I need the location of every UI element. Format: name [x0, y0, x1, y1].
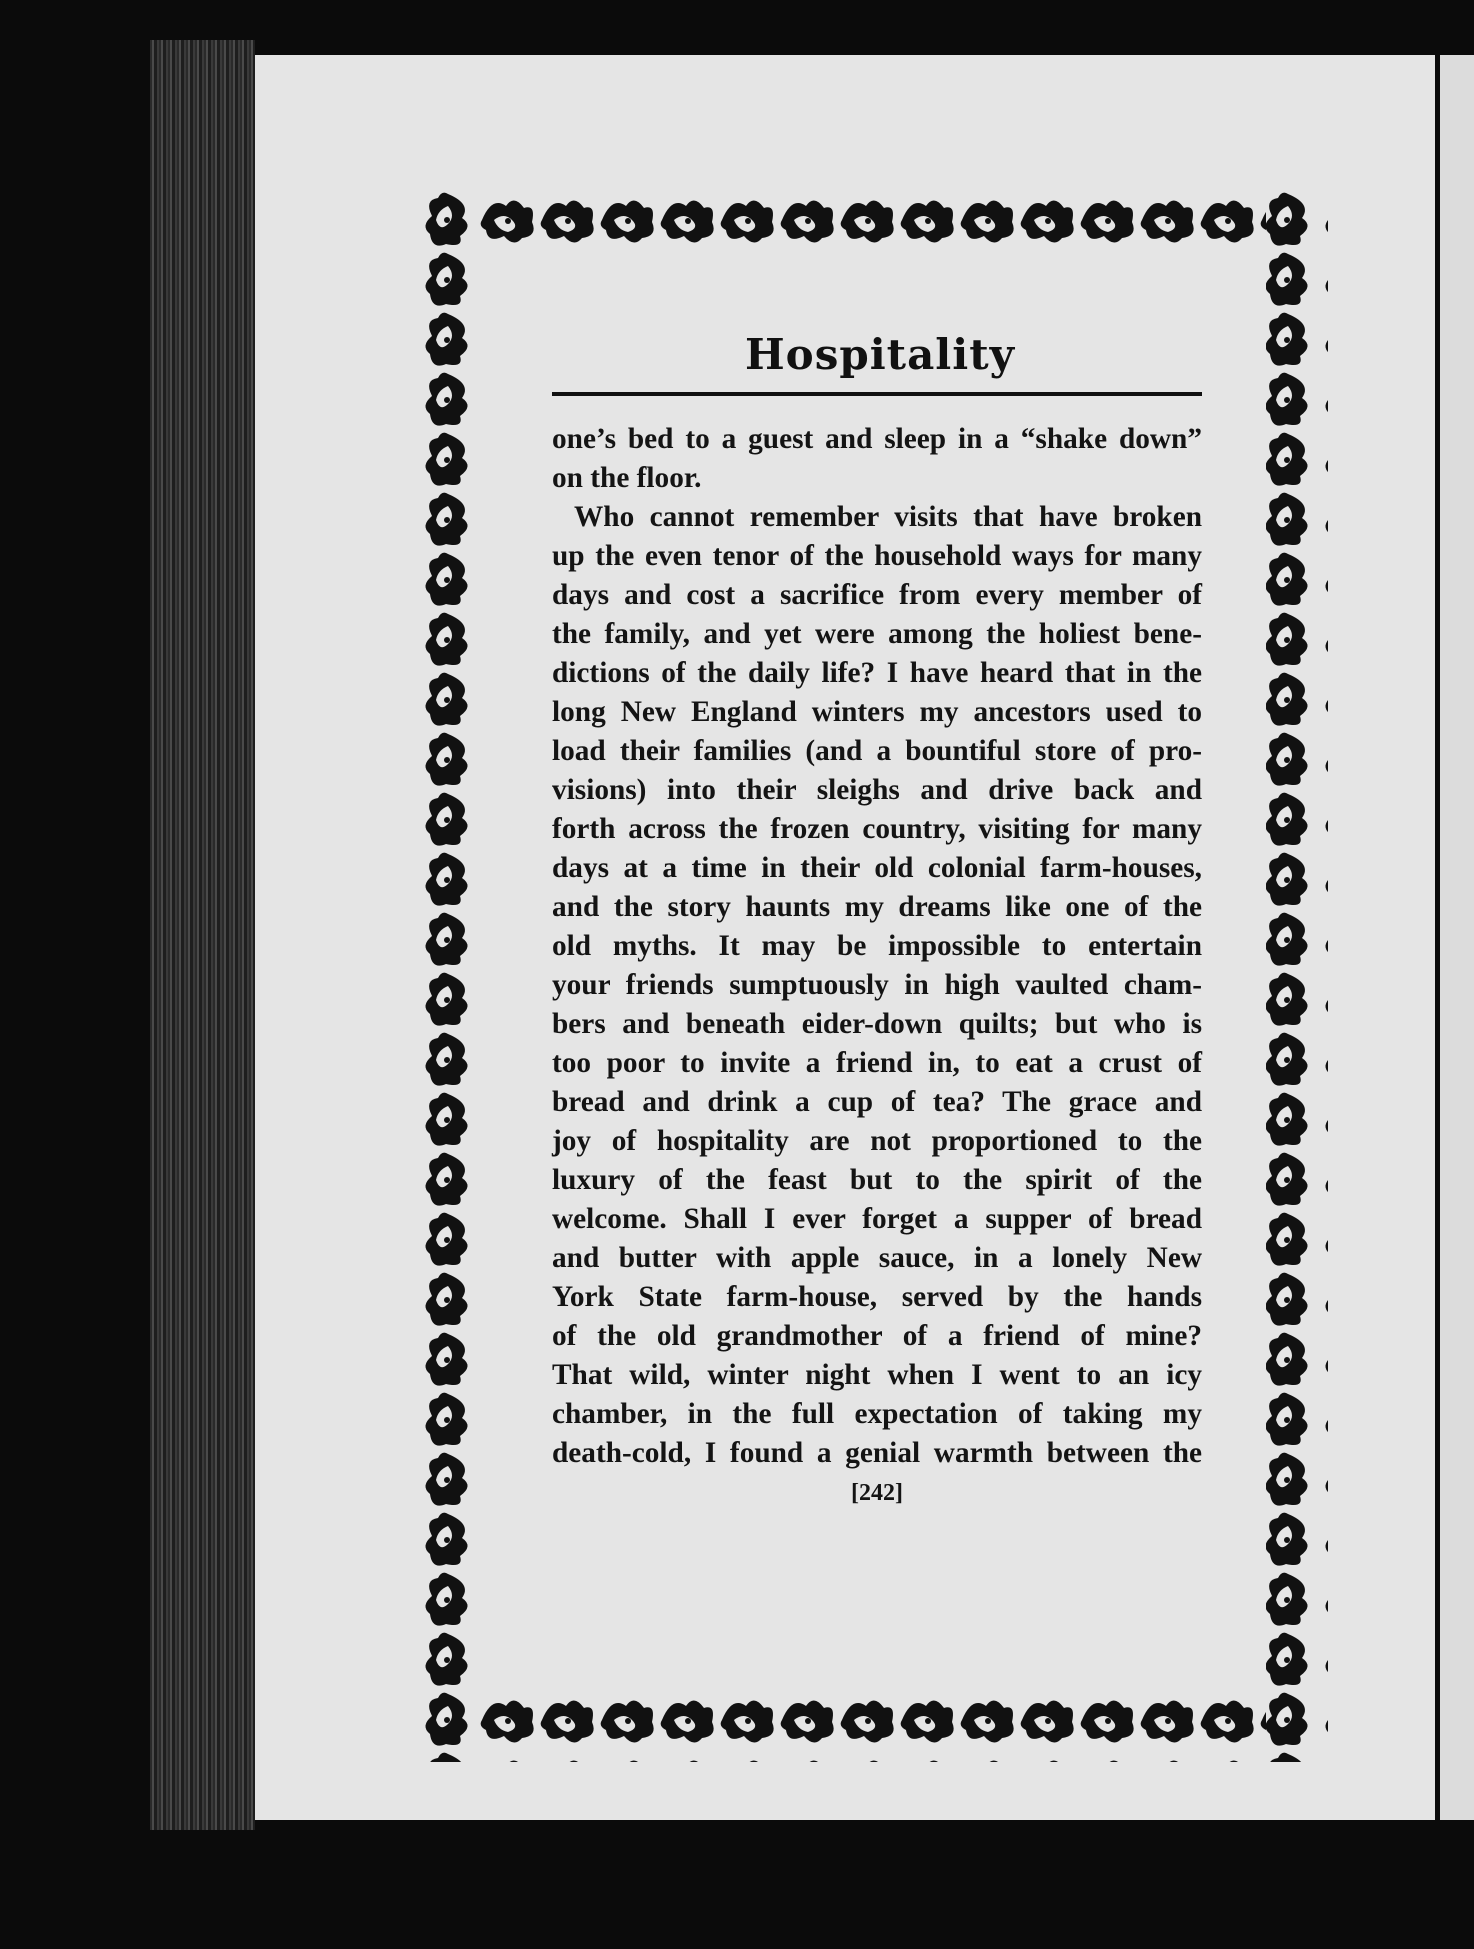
text-line: That wild, winter night when I went to an icy — [552, 1359, 1202, 1391]
text-line: the family, and yet were among the holiest bene- — [552, 618, 1202, 650]
body-text — [552, 420, 1202, 1473]
text-line: joy of hospitality are not proportioned to the — [552, 1125, 1202, 1157]
book-edge — [150, 40, 255, 1830]
text-line: York State farm-house, served by the hands — [552, 1281, 1202, 1313]
text-line: your friends sumptuously in high vaulted cham- — [552, 969, 1202, 1001]
text-line: one’s bed to a guest and sleep in a “shake down” — [552, 423, 1202, 455]
text-line: and the story haunts my dreams like one of the — [552, 891, 1202, 923]
text-line: old myths. It may be impossible to entertain — [552, 930, 1202, 962]
text-line: up the even tenor of the household ways for many — [552, 540, 1202, 572]
text-line: days and cost a sacrifice from every member of — [552, 579, 1202, 611]
page-title: Hospitality — [745, 330, 1015, 379]
text-line: days at a time in their old colonial farm-houses, — [552, 852, 1202, 884]
text-line: too poor to invite a friend in, to eat a crust of — [552, 1047, 1202, 1079]
text-line: luxury of the feast but to the spirit of the — [552, 1164, 1202, 1196]
text-line: load their families (and a bountiful store of pro- — [552, 735, 1202, 767]
text-line: death-cold, I found a genial warmth between the — [552, 1437, 1202, 1469]
page-number: [242] — [851, 1480, 903, 1506]
title-rule — [552, 392, 1202, 396]
text-line: and butter with apple sauce, in a lonely New — [552, 1242, 1202, 1274]
text-line: of the old grandmother of a friend of mine? — [552, 1320, 1202, 1352]
text-line: forth across the frozen country, visiting for many — [552, 813, 1202, 845]
text-line: welcome. Shall I ever forget a supper of bread — [552, 1203, 1202, 1235]
text-line: bers and beneath eider-down quilts; but who is — [552, 1008, 1202, 1040]
facing-page-edge — [1440, 55, 1474, 1820]
text-line: on the floor. — [552, 462, 702, 494]
text-line: bread and drink a cup of tea? The grace and — [552, 1086, 1202, 1118]
text-line: chamber, in the full expectation of taking my — [552, 1398, 1202, 1430]
text-line: visions) into their sleighs and drive back and — [552, 774, 1202, 806]
text-line: Who cannot remember visits that have broken — [574, 501, 1202, 533]
text-line: dictions of the daily life? I have heard that in the — [552, 657, 1202, 689]
text-line: long New England winters my ancestors used to — [552, 696, 1202, 728]
